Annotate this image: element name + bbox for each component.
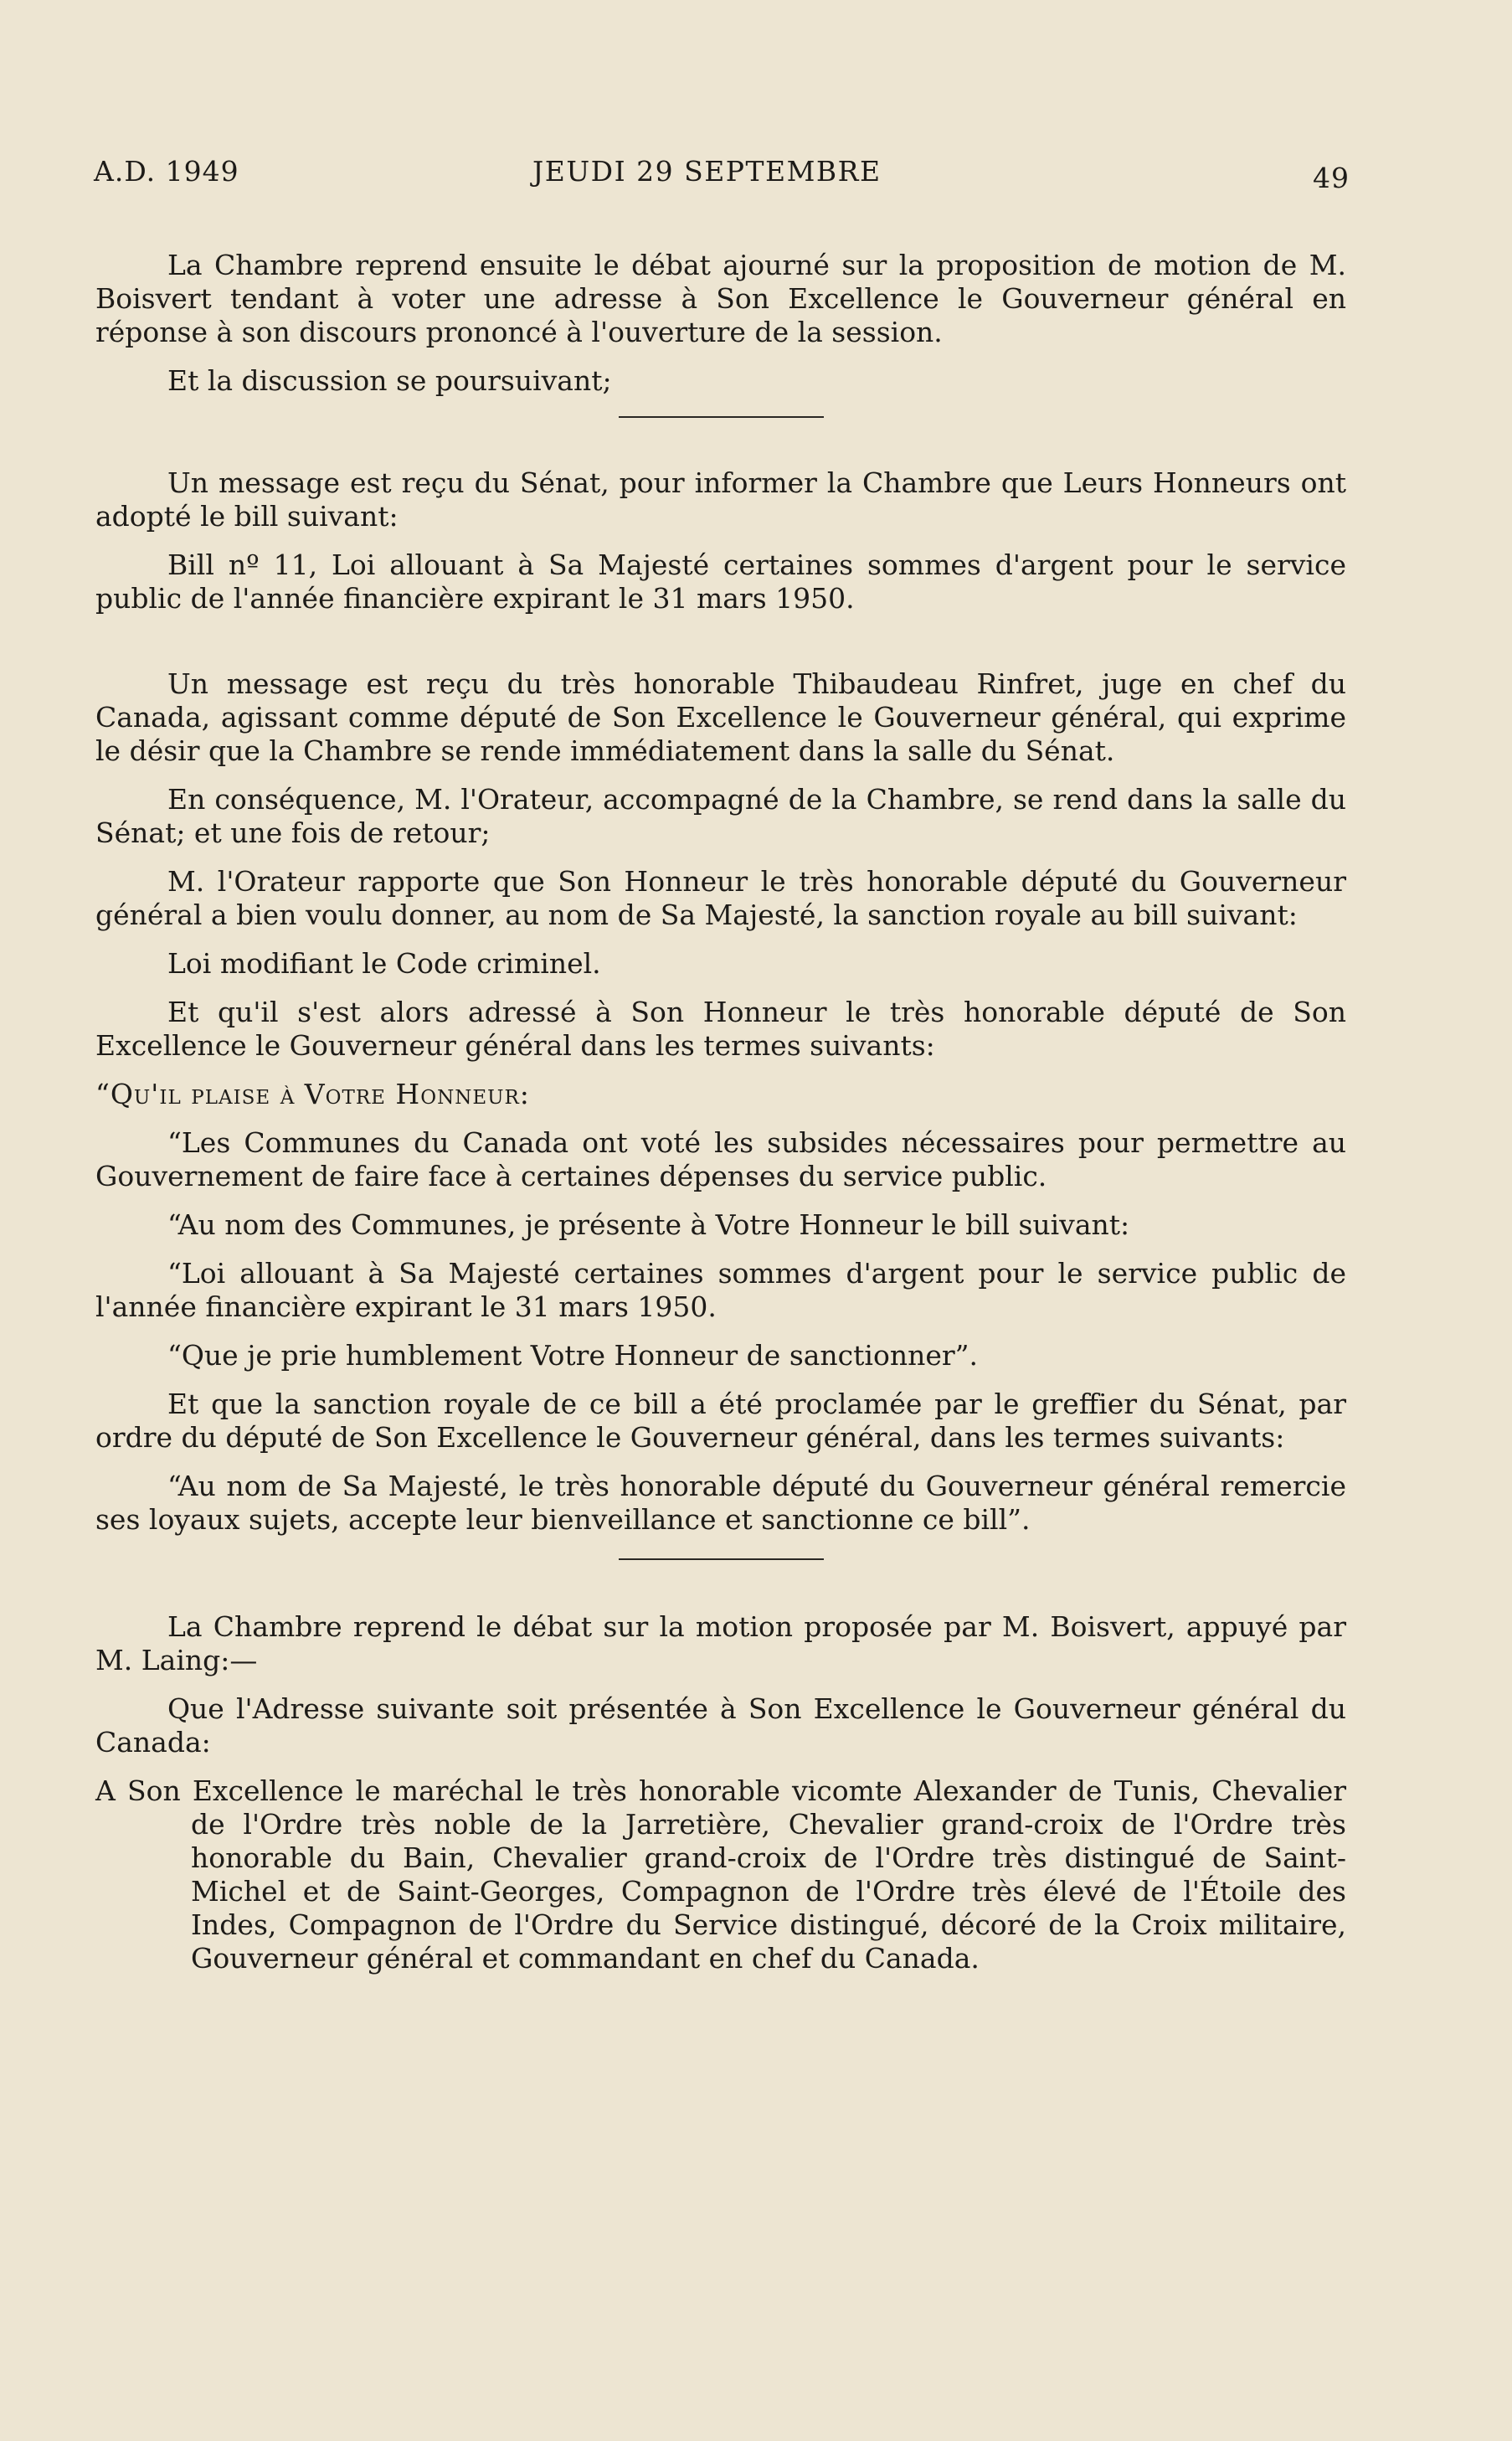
paragraph-address-terms: Et qu'il s'est alors adressé à Son Honneur le très honorable député de Son Excellence le Gouverneur général dans les termes suivants: — [95, 996, 1346, 1062]
spacer — [95, 631, 1346, 667]
paragraph-criminal-code: Loi modifiant le Code criminel. — [167, 947, 601, 980]
paragraph-speaker-reports: M. l'Orateur rapporte que Son Honneur le très honorable député du Gouverneur général a bien voulu donner, au nom de Sa Majesté, la sanction royale au bill suivant: — [95, 865, 1346, 931]
section-divider — [619, 416, 824, 418]
paragraph-commons-present: “Au nom des Communes, je présente à Votre Honneur le bill suivant: — [167, 1208, 1130, 1241]
paragraph-humble-request: “Que je prie humblement Votre Honneur de sanctionner”. — [167, 1339, 979, 1372]
paragraph-governor-titles: A Son Excellence le maréchal le très honorable vicomte Alexander de Tunis, Chevalier de l'Ordre très noble de la Jarretière, Chevalier grand-croix de l'Ordre très honorable du Bain, Chevalier grand-croix de l'Ordre très distingué de Saint-Michel et de Saint-Georges, Compagnon de l'Ordre très élevé de l'Étoile des Indes, Compagnon de l'Ordre du Service distingué, décoré de la Croix militaire, Gouverneur général et commandant en chef du Canada. — [95, 1774, 1346, 1975]
paragraph-royal-assent: Et que la sanction royale de ce bill a été proclamée par le greffier du Sénat, par ordre du député de Son Excellence le Gouverneur général, dans les termes suivants: — [95, 1388, 1346, 1454]
paragraph-thanks: “Au nom de Sa Majesté, le très honorable député du Gouverneur général remercie ses loyaux sujets, accepte leur bienveillance et sanctionne ce bill”. — [95, 1470, 1346, 1536]
paragraph-bill-11: Bill nº 11, Loi allouant à Sa Majesté certaines sommes d'argent pour le service public de l'année financière expirant le 31 mars 1950. — [95, 548, 1346, 615]
paragraph-rinfret-message: Un message est reçu du très honorable Thibaudeau Rinfret, juge en chef du Canada, agissant comme député de Son Excellence le Gouverneur général, qui exprime le désir que la Chambre se rende immédiatement dans la salle du Sénat. — [95, 667, 1346, 767]
paragraph-bill-title: “Loi allouant à Sa Majesté certaines sommes d'argent pour le service public de l'année financière expirant le 31 mars 1950. — [95, 1257, 1346, 1323]
paragraph-motion-debate: La Chambre reprend le débat sur la motion proposée par M. Boisvert, appuyé par M. Laing:— — [95, 1610, 1346, 1676]
page-body — [95, 249, 1346, 1990]
paragraph-supplies-voted: “Les Communes du Canada ont voté les subsides nécessaires pour permettre au Gouvernement de faire face à certaines dépenses du service public. — [95, 1126, 1346, 1192]
paragraph-address-presented: Que l'Adresse suivante soit présentée à Son Excellence le Gouverneur général du Canada: — [95, 1692, 1346, 1759]
paragraph-consequence: En conséquence, M. l'Orateur, accompagné de la Chambre, se rend dans la salle du Sénat; et une fois de retour; — [95, 783, 1346, 849]
page-header — [94, 155, 1350, 197]
page-number: 49 — [1313, 162, 1350, 194]
section-divider — [619, 1558, 824, 1560]
paragraph-debate-resumed: La Chambre reprend ensuite le débat ajourné sur la proposition de motion de M. Boisvert tendant à voter une adresse à Son Excellence le Gouverneur général en réponse à son discours prononcé à l'ouverture de la session. — [95, 249, 1346, 348]
paragraph-senate-message: Un message est reçu du Sénat, pour informer la Chambre que Leurs Honneurs ont adopté le bill suivant: — [95, 466, 1346, 533]
header-date: JEUDI 29 SEPTEMBRE — [532, 155, 882, 188]
paragraph-salutation: “Qu'il plaise à Votre Honneur: — [95, 1078, 530, 1110]
header-year: A.D. 1949 — [94, 155, 239, 188]
paragraph-discussion-continuing: Et la discussion se poursuivant; — [167, 364, 612, 397]
